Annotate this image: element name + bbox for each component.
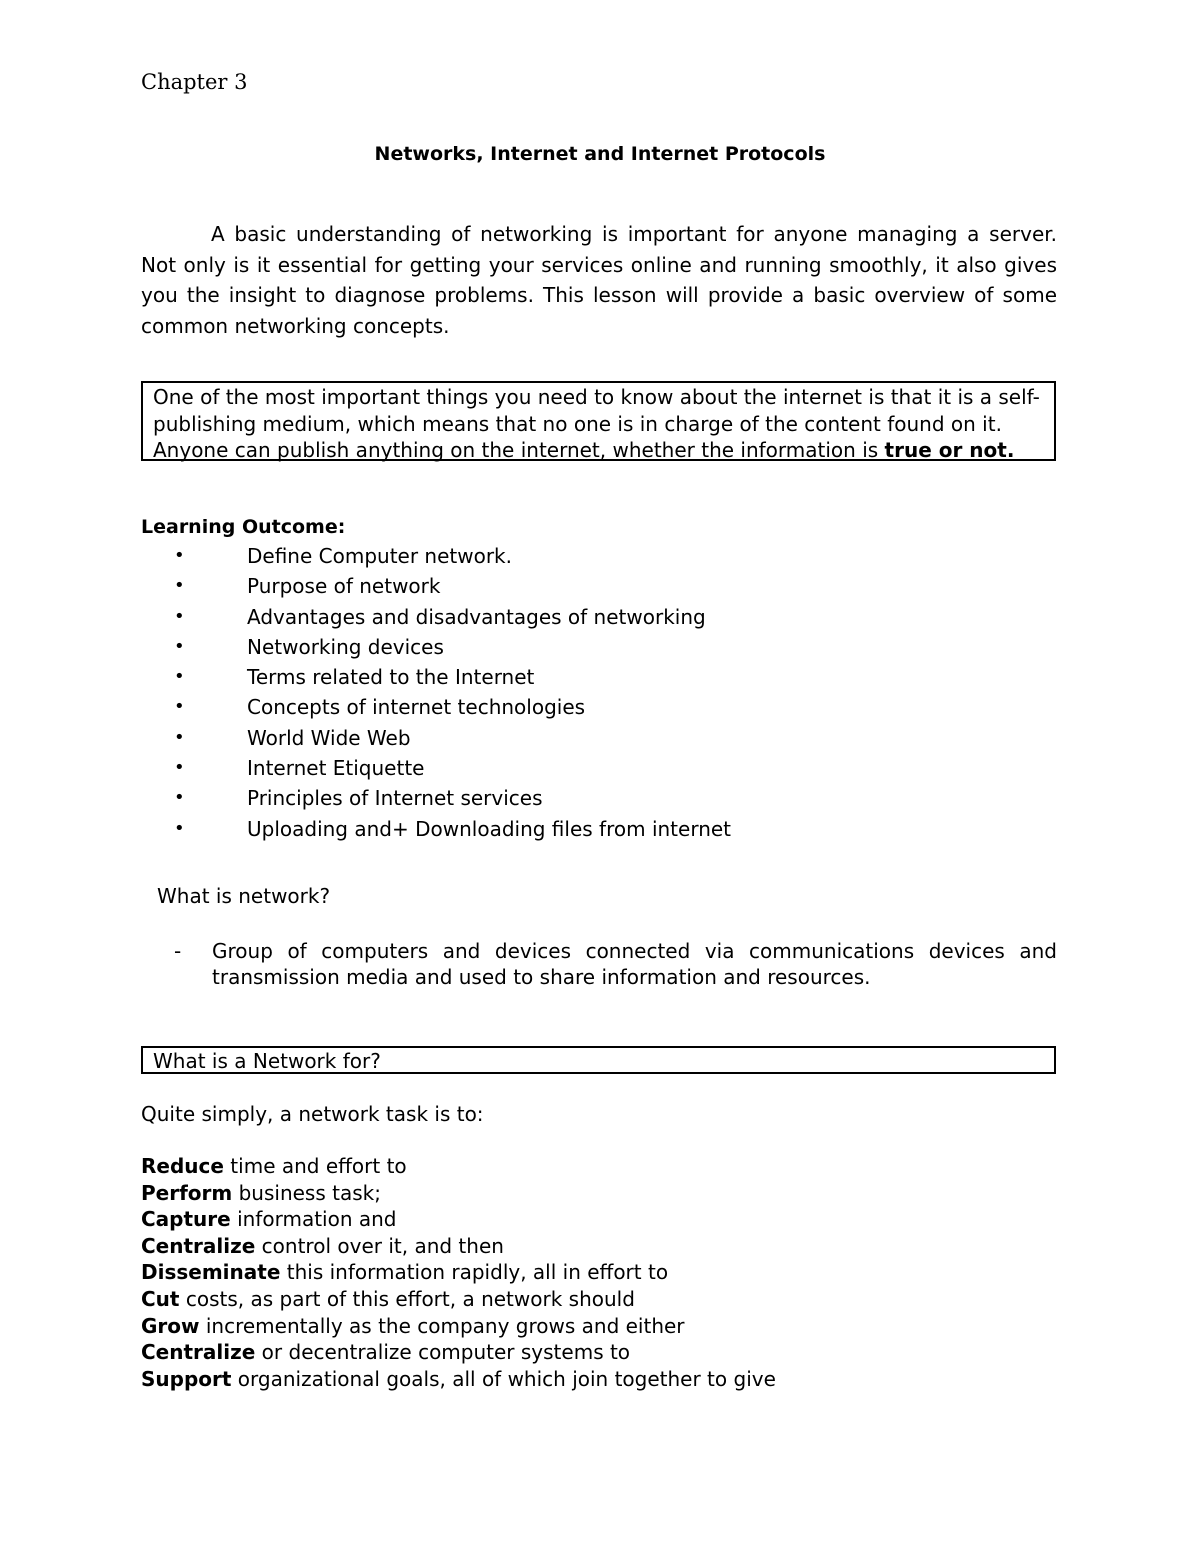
task-keyword: Capture xyxy=(141,1207,231,1232)
list-item xyxy=(141,753,731,783)
task-line xyxy=(141,1366,776,1393)
task-line xyxy=(141,1259,776,1286)
task-keyword: Cut xyxy=(141,1286,180,1311)
bullet-icon: • xyxy=(174,726,185,748)
task-intro: Quite simply, a network task is to: xyxy=(141,1102,484,1126)
list-item-text: Purpose of network xyxy=(247,574,441,599)
list-item-text: Uploading and+ Downloading files from internet xyxy=(247,816,732,841)
bullet-icon: • xyxy=(174,787,185,809)
task-keyword: Disseminate xyxy=(141,1260,281,1285)
task-line xyxy=(141,1180,776,1207)
list-item-text: World Wide Web xyxy=(247,725,411,750)
list-item-text: Internet Etiquette xyxy=(247,756,425,781)
chapter-label: Chapter 3 xyxy=(141,70,248,94)
task-line xyxy=(141,1206,776,1233)
bullet-icon: • xyxy=(174,666,185,688)
task-keyword: Support xyxy=(141,1366,232,1391)
task-text: control over it, and then xyxy=(255,1233,504,1258)
task-text: this information rapidly, all in effort to xyxy=(280,1260,669,1285)
network-question: What is network? xyxy=(157,884,331,908)
list-item-text: Terms related to the Internet xyxy=(247,665,535,690)
task-line xyxy=(141,1153,776,1180)
task-text: or decentralize computer systems to xyxy=(255,1340,631,1365)
list-item xyxy=(141,783,731,813)
notice-line-1: One of the most important things you need to know about the internet is that it is a self- xyxy=(153,385,1040,409)
list-item xyxy=(141,814,731,844)
list-item-text: Advantages and disadvantages of networking xyxy=(247,604,706,629)
task-text: costs, as part of this effort, a network should xyxy=(179,1286,635,1311)
list-item xyxy=(141,723,731,753)
bullet-icon: • xyxy=(174,696,185,718)
task-line xyxy=(141,1339,776,1366)
task-line xyxy=(141,1233,776,1260)
intro-text: A basic understanding of networking is important for anyone managing a server. Not only is it essential for getting your services online and running smoothly, it also gives you the insight to diagnose problems. This lesson will provide a basic overview of some common networking concepts. xyxy=(141,222,1057,338)
page-title: Networks, Internet and Internet Protocols xyxy=(374,143,826,165)
bullet-icon: • xyxy=(174,605,185,627)
task-keyword: Reduce xyxy=(141,1154,224,1178)
notice-box xyxy=(141,381,1056,461)
task-keyword: Grow xyxy=(141,1313,200,1338)
bullet-icon: • xyxy=(174,545,185,566)
list-item xyxy=(141,632,731,662)
task-line xyxy=(141,1313,776,1340)
network-answer-text: Group of computers and devices connected via communications devices and transmission media and used to share information and resources. xyxy=(212,939,1057,989)
intro-paragraph xyxy=(141,219,1057,341)
network-answer xyxy=(141,938,1057,990)
list-item xyxy=(141,602,731,632)
list-item xyxy=(141,571,731,601)
list-item-text: Principles of Internet services xyxy=(247,786,543,811)
task-text: information and xyxy=(230,1207,397,1232)
task-keyword: Perform xyxy=(141,1180,233,1205)
bullet-icon: • xyxy=(174,757,185,779)
task-text: business task; xyxy=(232,1180,381,1205)
network-task-list xyxy=(141,1153,776,1392)
notice-emphasis: true or not. xyxy=(884,438,1015,462)
list-item-text: Define Computer network. xyxy=(247,544,512,568)
list-item xyxy=(141,662,731,692)
dash-marker: - xyxy=(174,939,182,963)
list-item-text: Concepts of internet technologies xyxy=(247,695,586,720)
task-text: time and effort to xyxy=(223,1154,407,1178)
task-line xyxy=(141,1286,776,1313)
notice-line-2: publishing medium, which means that no one is in charge of the content found on it. xyxy=(153,411,1002,436)
learning-outcome-heading: Learning Outcome: xyxy=(141,516,346,538)
bullet-icon: • xyxy=(174,575,185,597)
bullet-icon: • xyxy=(174,635,185,657)
bullet-icon: • xyxy=(174,817,185,839)
task-keyword: Centralize xyxy=(141,1233,256,1258)
task-text: organizational goals, all of which join together to give xyxy=(231,1366,776,1391)
task-text: incrementally as the company grows and either xyxy=(199,1313,685,1338)
network-for-heading: What is a Network for? xyxy=(153,1049,381,1073)
learning-outcome-list xyxy=(141,541,731,844)
list-item xyxy=(141,692,731,722)
list-item xyxy=(141,541,731,571)
list-item-text: Networking devices xyxy=(247,634,444,659)
task-keyword: Centralize xyxy=(141,1340,256,1365)
network-for-heading-box xyxy=(141,1046,1056,1074)
notice-line-3-text: Anyone can publish anything on the internet, whether the information is xyxy=(153,438,885,462)
notice-line-3 xyxy=(153,437,1044,464)
